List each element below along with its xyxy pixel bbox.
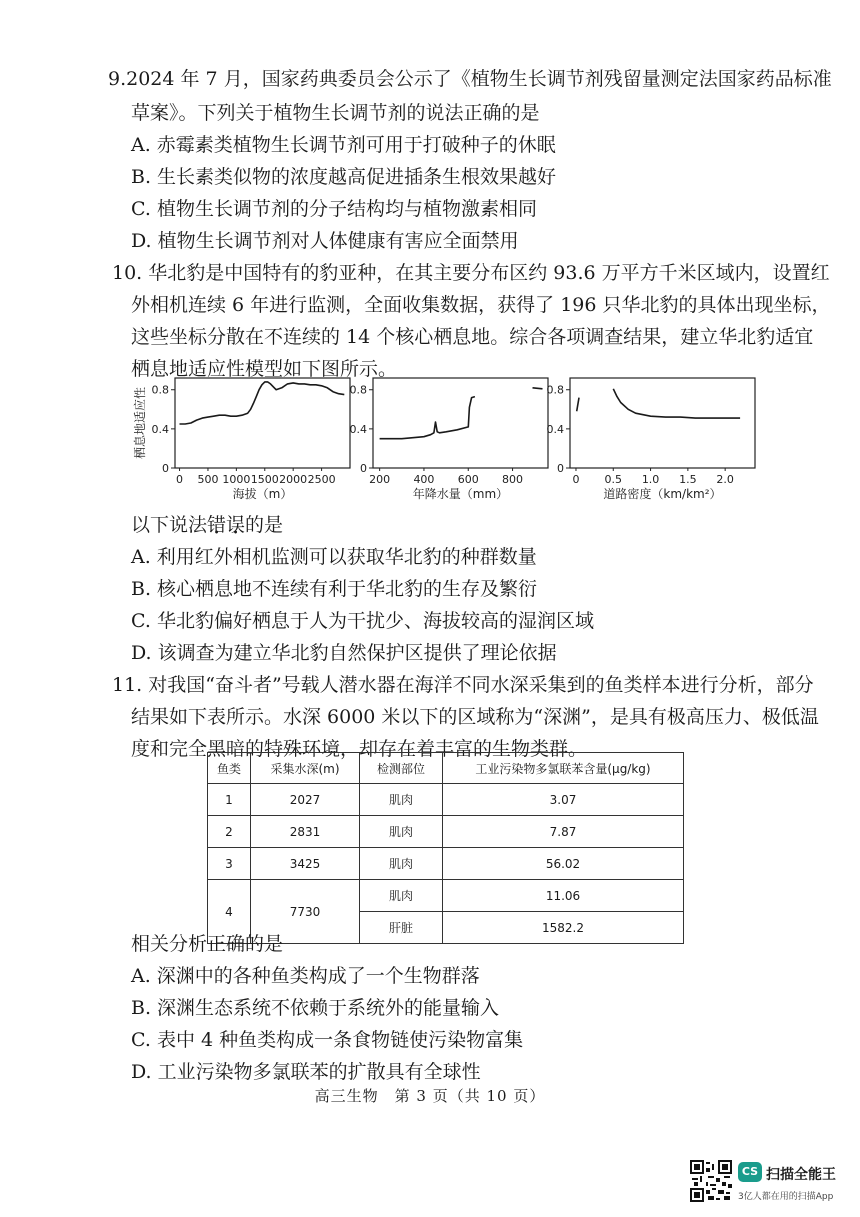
table-cell: 2 [208,816,251,848]
q10-prompt-emph1: 错 [207,514,227,536]
table-cell: 2027 [251,784,360,816]
series-line [613,389,740,418]
chart-3-frame [570,378,755,468]
q10-prompt [131,516,283,535]
q11-option-d: D. 工业污染物多氯联苯的扩散具有全球性 [131,1061,481,1083]
table-cell: 肌肉 [360,816,443,848]
x-tick-label: 2500 [307,473,336,486]
q10-stem-line4: 栖息地适应性模型如下图所示。 [131,358,398,380]
table-header: 鱼类 [208,753,251,784]
table-cell: 2831 [251,816,360,848]
table-row [208,816,684,848]
table-cell: 3 [208,848,251,880]
table-header: 检测部位 [360,753,443,784]
y-tick-label: 0 [360,462,367,475]
table-row [208,784,684,816]
pcb-table [207,752,684,944]
q11-option-a: A. 深渊中的各种鱼类构成了一个生物群落 [131,965,480,987]
qr-code-icon [690,1160,732,1202]
x-tick-label: 2000 [279,473,308,486]
q10-stem-line3: 这些坐标分散在不连续的 14 个核心栖息地。综合各项调查结果，建立华北豹适宜 [131,326,814,348]
series-line [577,398,579,412]
q11-prompt: 相关分析正确的是 [131,933,284,955]
q10-option-b: B. 核心栖息地不连续有利于华北豹的生存及繁衍 [131,578,538,600]
chart-2-frame [373,378,548,468]
x-axis-label: 年降水量（mm） [412,487,509,501]
table-cell: 肌肉 [360,784,443,816]
table-cell: 11.06 [443,880,684,912]
series-line [380,397,475,439]
q9-option-d: D. 植物生长调节剂对人体健康有害应全面禁用 [131,230,519,252]
table-cell: 7.87 [443,816,684,848]
series-line [180,382,345,424]
table-cell: 1582.2 [443,912,684,944]
q11-stem-line1: 11. 对我国“奋斗者”号载人潜水器在海洋不同水深采集到的鱼类样本进行分析，部分 [112,674,814,696]
table-cell: 56.02 [443,848,684,880]
x-axis-label: 海拔（m） [232,487,293,501]
x-axis-label: 道路密度（km/km²） [603,487,722,501]
x-tick-label: 400 [413,473,435,486]
q10-option-a: A. 利用红外相机监测可以获取华北豹的种群数量 [131,546,537,568]
table-cell: 4 [208,880,251,944]
x-tick-label: 500 [197,473,219,486]
q11-stem-line3: 度和完全黑暗的特殊环境，却存在着丰富的生物类群。 [131,738,588,760]
y-tick-label: 0 [557,462,564,475]
table-cell: 肝脏 [360,912,443,944]
q11-option-c: C. 表中 4 种鱼类构成一条食物链使污染物富集 [131,1029,524,1051]
scanner-app-name: 扫描全能王 [766,1167,836,1183]
y-tick-label: 0.4 [349,422,367,436]
table-cell: 1 [208,784,251,816]
q9-option-b: B. 生长素类似物的浓度越高促进插条生根效果越好 [131,166,557,188]
y-tick-label: 0.8 [349,383,367,397]
x-tick-label: 800 [502,473,524,486]
table-cell: 3425 [251,848,360,880]
y-tick-label: 0.8 [151,383,169,397]
x-tick-label: 1000 [222,473,251,486]
x-tick-label: 200 [369,473,391,486]
q10-option-c: C. 华北豹偏好栖息于人为干扰少、海拔较高的湿润区域 [131,610,594,632]
table-row [208,848,684,880]
table-header-row [208,753,684,784]
q11-option-b: B. 深渊生态系统不依赖于系统外的能量输入 [131,997,500,1019]
scanner-app-logo: CS [738,1162,762,1182]
q10-stem-line2: 外相机连续 6 年进行监测，全面收集数据，获得了 196 只华北豹的具体出现坐标， [131,294,831,316]
table-row [208,880,684,912]
chart-1-frame [175,378,350,468]
series-line [533,388,543,389]
q9-stem-line2: 草案》。下列关于植物生长调节剂的说法正确的是 [131,102,540,124]
x-tick-label: 0 [572,473,580,486]
x-tick-label: 0 [176,473,184,486]
scanner-app-tagline: 3亿人都在用的扫描App [738,1192,834,1202]
q9-option-c: C. 植物生长调节剂的分子结构均与植物激素相同 [131,198,537,220]
x-tick-label: 1500 [250,473,279,486]
q9-option-a: A. 赤霉素类植物生长调节剂可用于打破种子的休眠 [131,134,556,156]
x-tick-label: 2.0 [716,473,734,486]
q9-stem-line1: 9.2024 年 7 月，国家药典委员会公示了《植物生长调节剂残留量测定法国家药品标准 [108,68,832,90]
x-tick-label: 600 [457,473,479,486]
y-tick-label: 0.4 [546,422,564,436]
y-tick-label: 0.8 [546,383,564,397]
table-cell: 3.07 [443,784,684,816]
table-header: 采集水深(m) [251,753,360,784]
y-tick-label: 0.4 [151,422,169,436]
q10-stem-line1: 10. 华北豹是中国特有的豹亚种，在其主要分布区约 93.6 万平方千米区域内，设置红 [112,262,830,284]
habitat-suitability-charts [130,370,770,510]
table-header: 工业污染物多氯联苯含量(μg/kg) [443,753,684,784]
x-tick-label: 1.0 [641,473,660,486]
x-tick-label: 1.5 [679,473,697,486]
q10-option-d: D. 该调查为建立华北豹自然保护区提供了理论依据 [131,642,557,664]
q10-prompt-emph2: 误 [226,514,246,536]
page-footer: 高三生物 第 3 页（共 10 页） [314,1087,546,1105]
table-cell: 7730 [251,880,360,944]
y-tick-label: 0 [162,462,169,475]
x-tick-label: 0.5 [604,473,623,486]
table-cell: 肌肉 [360,880,443,912]
y-axis-label: 栖息地适应性 [133,386,147,460]
q10-prompt-pre: 以下说法 [131,514,208,536]
q11-stem-line2: 结果如下表所示。水深 6000 米以下的区域称为“深渊”，是具有极高压力、极低温 [131,706,819,728]
table-cell: 肌肉 [360,848,443,880]
q10-prompt-post: 的是 [245,514,284,536]
